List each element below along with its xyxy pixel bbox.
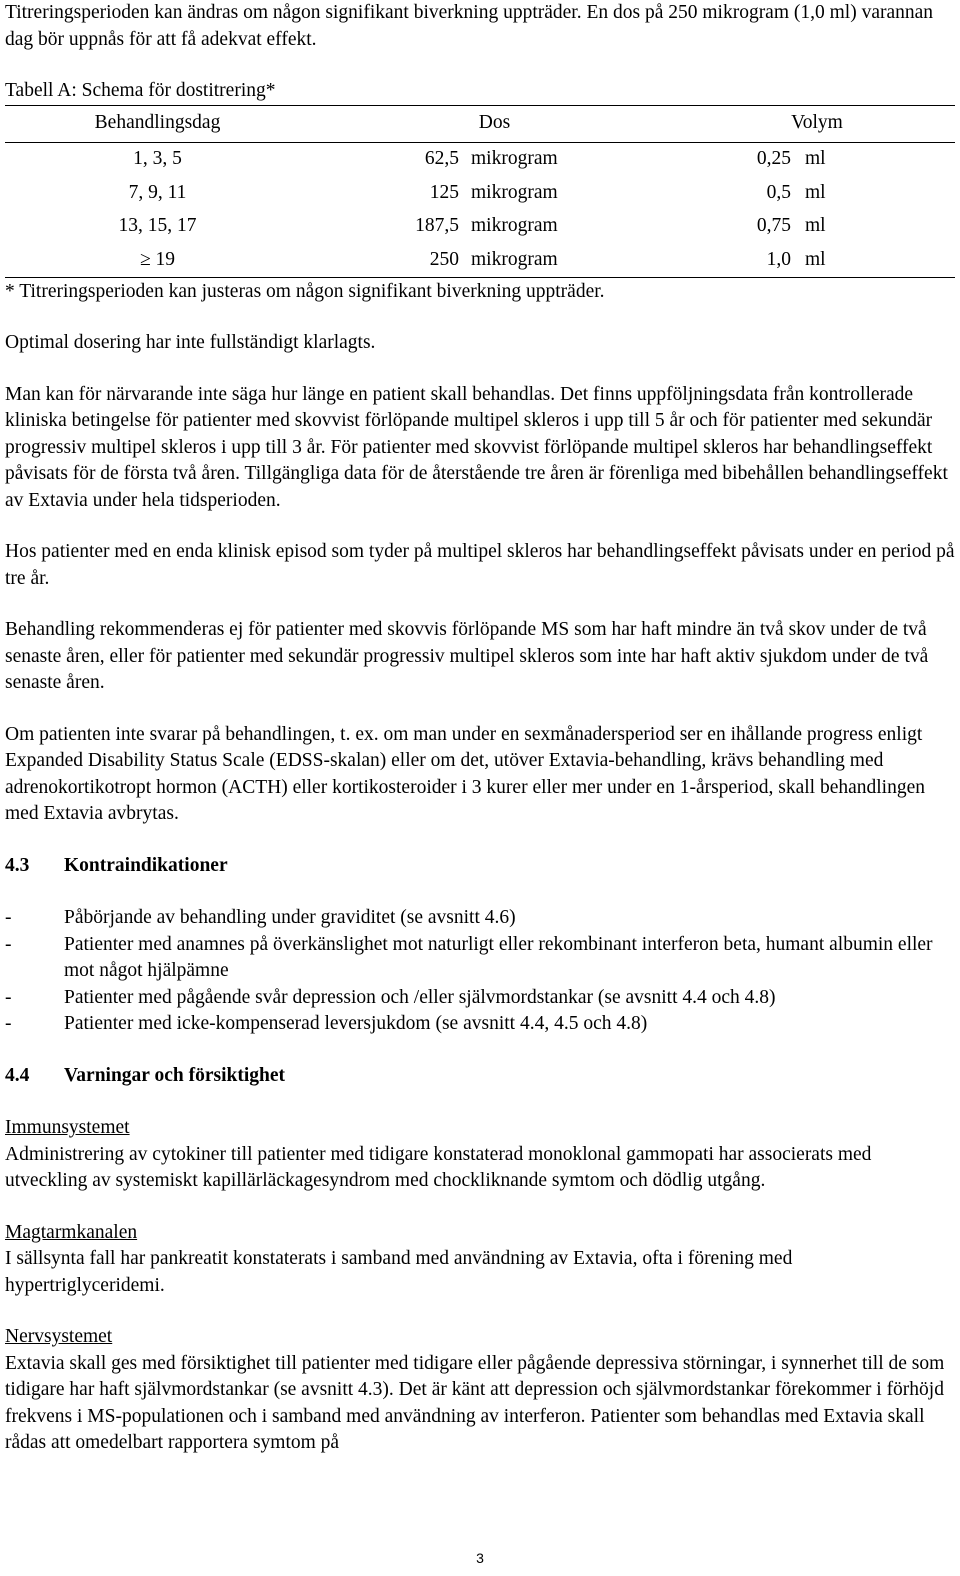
header-volume: Volym	[679, 105, 955, 142]
subheading-nervous-system: Nervsystemet	[5, 1326, 113, 1347]
paragraph-optimal-dosing: Optimal dosering har inte fullständigt klarlagts.	[5, 332, 376, 353]
list-item	[5, 905, 955, 932]
dash-marker: -	[5, 933, 12, 955]
cell-dose-unit: mikrogram	[471, 181, 558, 203]
subheading-immune-system: Immunsystemet	[5, 1117, 130, 1138]
cell-volume-unit: ml	[805, 243, 955, 277]
table-row	[5, 142, 955, 176]
cell-dose: 250	[310, 243, 471, 277]
section-heading-warnings	[5, 1063, 955, 1090]
dose-titration-table	[5, 105, 955, 278]
cell-volume-unit: ml	[805, 215, 826, 236]
cell-day: 7, 9, 11	[128, 181, 187, 203]
table-row	[5, 176, 955, 210]
section-number: 4.3	[5, 854, 30, 876]
cell-volume: 0,5	[766, 181, 791, 203]
cell-volume: 0,25	[756, 148, 791, 169]
table-row	[5, 210, 955, 244]
cell-dose-unit: mikrogram	[471, 215, 558, 236]
page-number: 3	[476, 1550, 484, 1566]
cell-volume: 0,75	[756, 215, 791, 236]
table-footnote: * Titreringsperioden kan justeras om någon signifikant biverkning uppträder.	[5, 280, 605, 302]
list-item-text: Patienter med icke-kompenserad leversjukdom (se avsnitt 4.4, 4.5 och 4.8)	[64, 1013, 648, 1034]
cell-volume-unit: ml	[805, 181, 826, 203]
paragraph-treatment-duration: Man kan för närvarande inte säga hur länge en patient skall behandlas. Det finns uppföljningsdata från kontrollerade kliniska betingelse för patienter med skovvist förlöpande multipel skleros i upp till 5 år och för patienter med sekundär progressiv multipel skleros i upp till 3 år. För patienter med skovvist förlöpande multipel skleros har behandlingseffekt påvisats för de första två åren. Tillgängliga data för de återstående tre åren är förenliga med bibehållen behandlingseffekt av Extavia under hela tidsperioden.	[5, 383, 948, 511]
table-header-row	[5, 105, 955, 142]
list-item	[5, 932, 955, 985]
dash-marker: -	[5, 1013, 12, 1034]
paragraph-gastrointestinal: I sällsynta fall har pankreatit konstaterats i samband med användning av Extavia, ofta i förening med hypertriglyceridemi.	[5, 1248, 793, 1296]
document-page	[5, 0, 955, 1457]
header-dose: Dos	[310, 105, 679, 142]
dash-marker: -	[5, 986, 12, 1008]
section-title: Kontraindikationer	[64, 854, 228, 876]
intro-paragraph: Titreringsperioden kan ändras om någon signifikant biverkning uppträder. En dos på 250 mikrogram (1,0 ml) varannan dag bör uppnås för att få adekvat effekt.	[5, 2, 934, 50]
paragraph-immune-system: Administrering av cytokiner till patienter med tidigare konstaterad monoklonal gammopati har associerats med utveckling av systemiskt kapillärläckagesyndrom med chockliknande symtom och dödlig utgång.	[5, 1143, 872, 1191]
paragraph-single-episode: Hos patienter med en enda klinisk episod som tyder på multipel skleros har behandlingseffekt påvisats under en period på tre år.	[5, 541, 955, 589]
cell-day: 13, 15, 17	[118, 215, 197, 236]
contraindications-list	[5, 905, 955, 1038]
cell-dose: 187,5	[415, 215, 459, 236]
cell-volume: 1,0	[679, 243, 805, 277]
cell-dose: 62,5	[424, 148, 459, 169]
section-number: 4.4	[5, 1064, 30, 1086]
header-day: Behandlingsdag	[5, 105, 310, 142]
table-caption: Tabell A: Schema för dostitrering*	[5, 80, 276, 101]
paragraph-discontinuation: Om patienten inte svarar på behandlingen, t. ex. om man under en sexmånadersperiod ser en ihållande progress enligt Expanded Disability Status Scale (EDSS-skalan) eller om det, utöver Extavia-behandling, krävs behandling med adrenokortikotropt hormon (ACTH) eller kortikosteroider i 3 kurer eller mer under en 1-årsperiod, skall behandlingen med Extavia avbrytas.	[5, 723, 926, 824]
paragraph-nervous-system: Extavia skall ges med försiktighet till patienter med tidigare eller pågående depressiva störningar, i synnerhet till de som tidigare har haft självmordstankar (se avsnitt 4.3). Det är känt att depression och självmordstankar förekommer i förhöjd frekvens i MS-populationen och i samband med användning av interferon. Patienter som behandlas med Extavia skall rådas att omedelbart rapportera symtom på	[5, 1352, 945, 1453]
list-item-text: Patienter med anamnes på överkänslighet mot naturligt eller rekombinant interferon beta, humant albumin eller mot något hjälpämne	[64, 933, 933, 981]
cell-dose-unit: mikrogram	[471, 243, 679, 277]
subheading-gastrointestinal: Magtarmkanalen	[5, 1221, 138, 1243]
cell-day: ≥ 19	[5, 243, 310, 277]
list-item-text: Patienter med pågående svår depression och /eller självmordstankar (se avsnitt 4.4 och 4.8)	[64, 986, 776, 1008]
section-heading-contraindications	[5, 853, 955, 880]
list-item	[5, 985, 955, 1012]
dash-marker: -	[5, 907, 12, 928]
section-title: Varningar och försiktighet	[64, 1064, 286, 1086]
cell-volume-unit: ml	[805, 148, 826, 169]
cell-dose: 125	[429, 181, 459, 203]
list-item	[5, 1011, 955, 1038]
list-item-text: Påbörjande av behandling under graviditet (se avsnitt 4.6)	[64, 907, 516, 928]
cell-day: 1, 3, 5	[133, 148, 182, 169]
cell-dose-unit: mikrogram	[471, 148, 558, 169]
paragraph-not-recommended: Behandling rekommenderas ej för patienter med skovvis förlöpande MS som har haft mindre än två skov under de två senaste åren, eller för patienter med sekundär progressiv multipel skleros som inte har haft aktiv sjukdom under de två senaste åren.	[5, 619, 929, 693]
table-row	[5, 243, 955, 277]
